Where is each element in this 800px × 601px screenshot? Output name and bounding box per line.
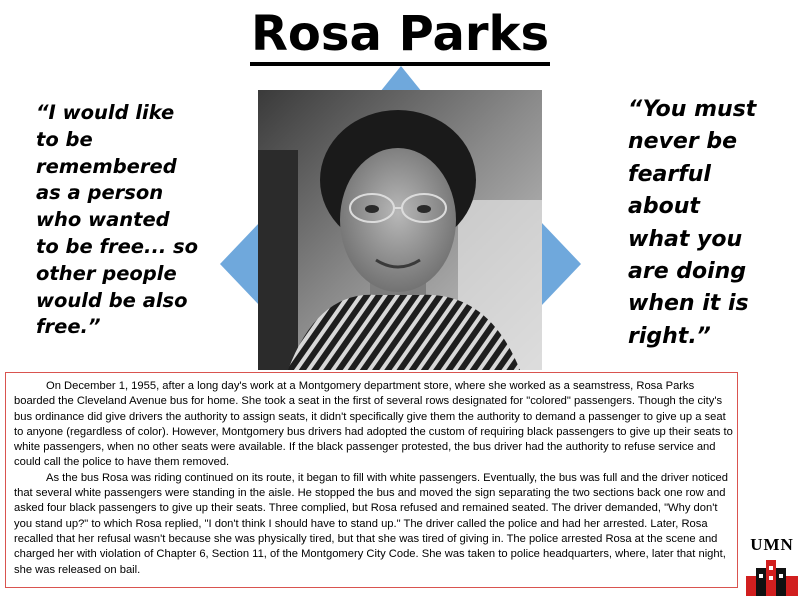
portrait-photo (258, 90, 542, 370)
logo-text: UMN (750, 535, 794, 554)
arrow-up-icon (380, 66, 422, 92)
bio-paragraph-1: On December 1, 1955, after a long day's work at a Montgomery department store, where she worked as a seamstress, Rosa Parks boarded the Cleveland Avenue bus for home. She took a seat in the first of several rows designated for "colored" passengers. Though the city's bus ordinance did give drivers the authority to assign seats, it didn't specifically give them the authority to demand a passenger to give up a seat to anyone (regardless of color). However, Montgomery bus drivers had adopted the custom of requiring black passengers to give up their seats to white passengers, when no other seats were available. If the black passenger protested, the bus driver had the authority to refuse service and could call the police to have them removed. (14, 380, 733, 469)
building-icon (744, 554, 800, 596)
bio-text-box (5, 372, 738, 588)
quote-left: “I would like to be remembered as a person who wanted to be free... so other people would be also free.” (36, 101, 199, 339)
bio-paragraph-2: As the bus Rosa was riding continued on its route, it began to fill with white passengers. Eventually, the bus was full and the driver noticed that several white passengers were standing in the aisle. He stopped the bus and moved the sign separating the two sections back one row and asked four black passengers to give up their seats. Three complied, but Rosa refused and remained seated. The driver demanded, "Why don't you stand up?" to which Rosa replied, "I don't think I should have to stand up." The driver called the police and had her arrested. Later, Rosa recalled that her refusal wasn't because she was physically tired, but that she was tired of giving in. The police arrested Rosa at the scene and charged her with violation of Chapter 6, Section 11, of the Montgomery City Code. She was taken to police headquarters, where, later that night, she was released on bail. (14, 471, 728, 576)
umn-logo (744, 536, 800, 596)
page-title: Rosa Parks (250, 6, 550, 62)
arrow-right-icon (541, 222, 581, 306)
quote-right: “You must never be fearful about what you are doing when it is right.” (628, 97, 757, 349)
